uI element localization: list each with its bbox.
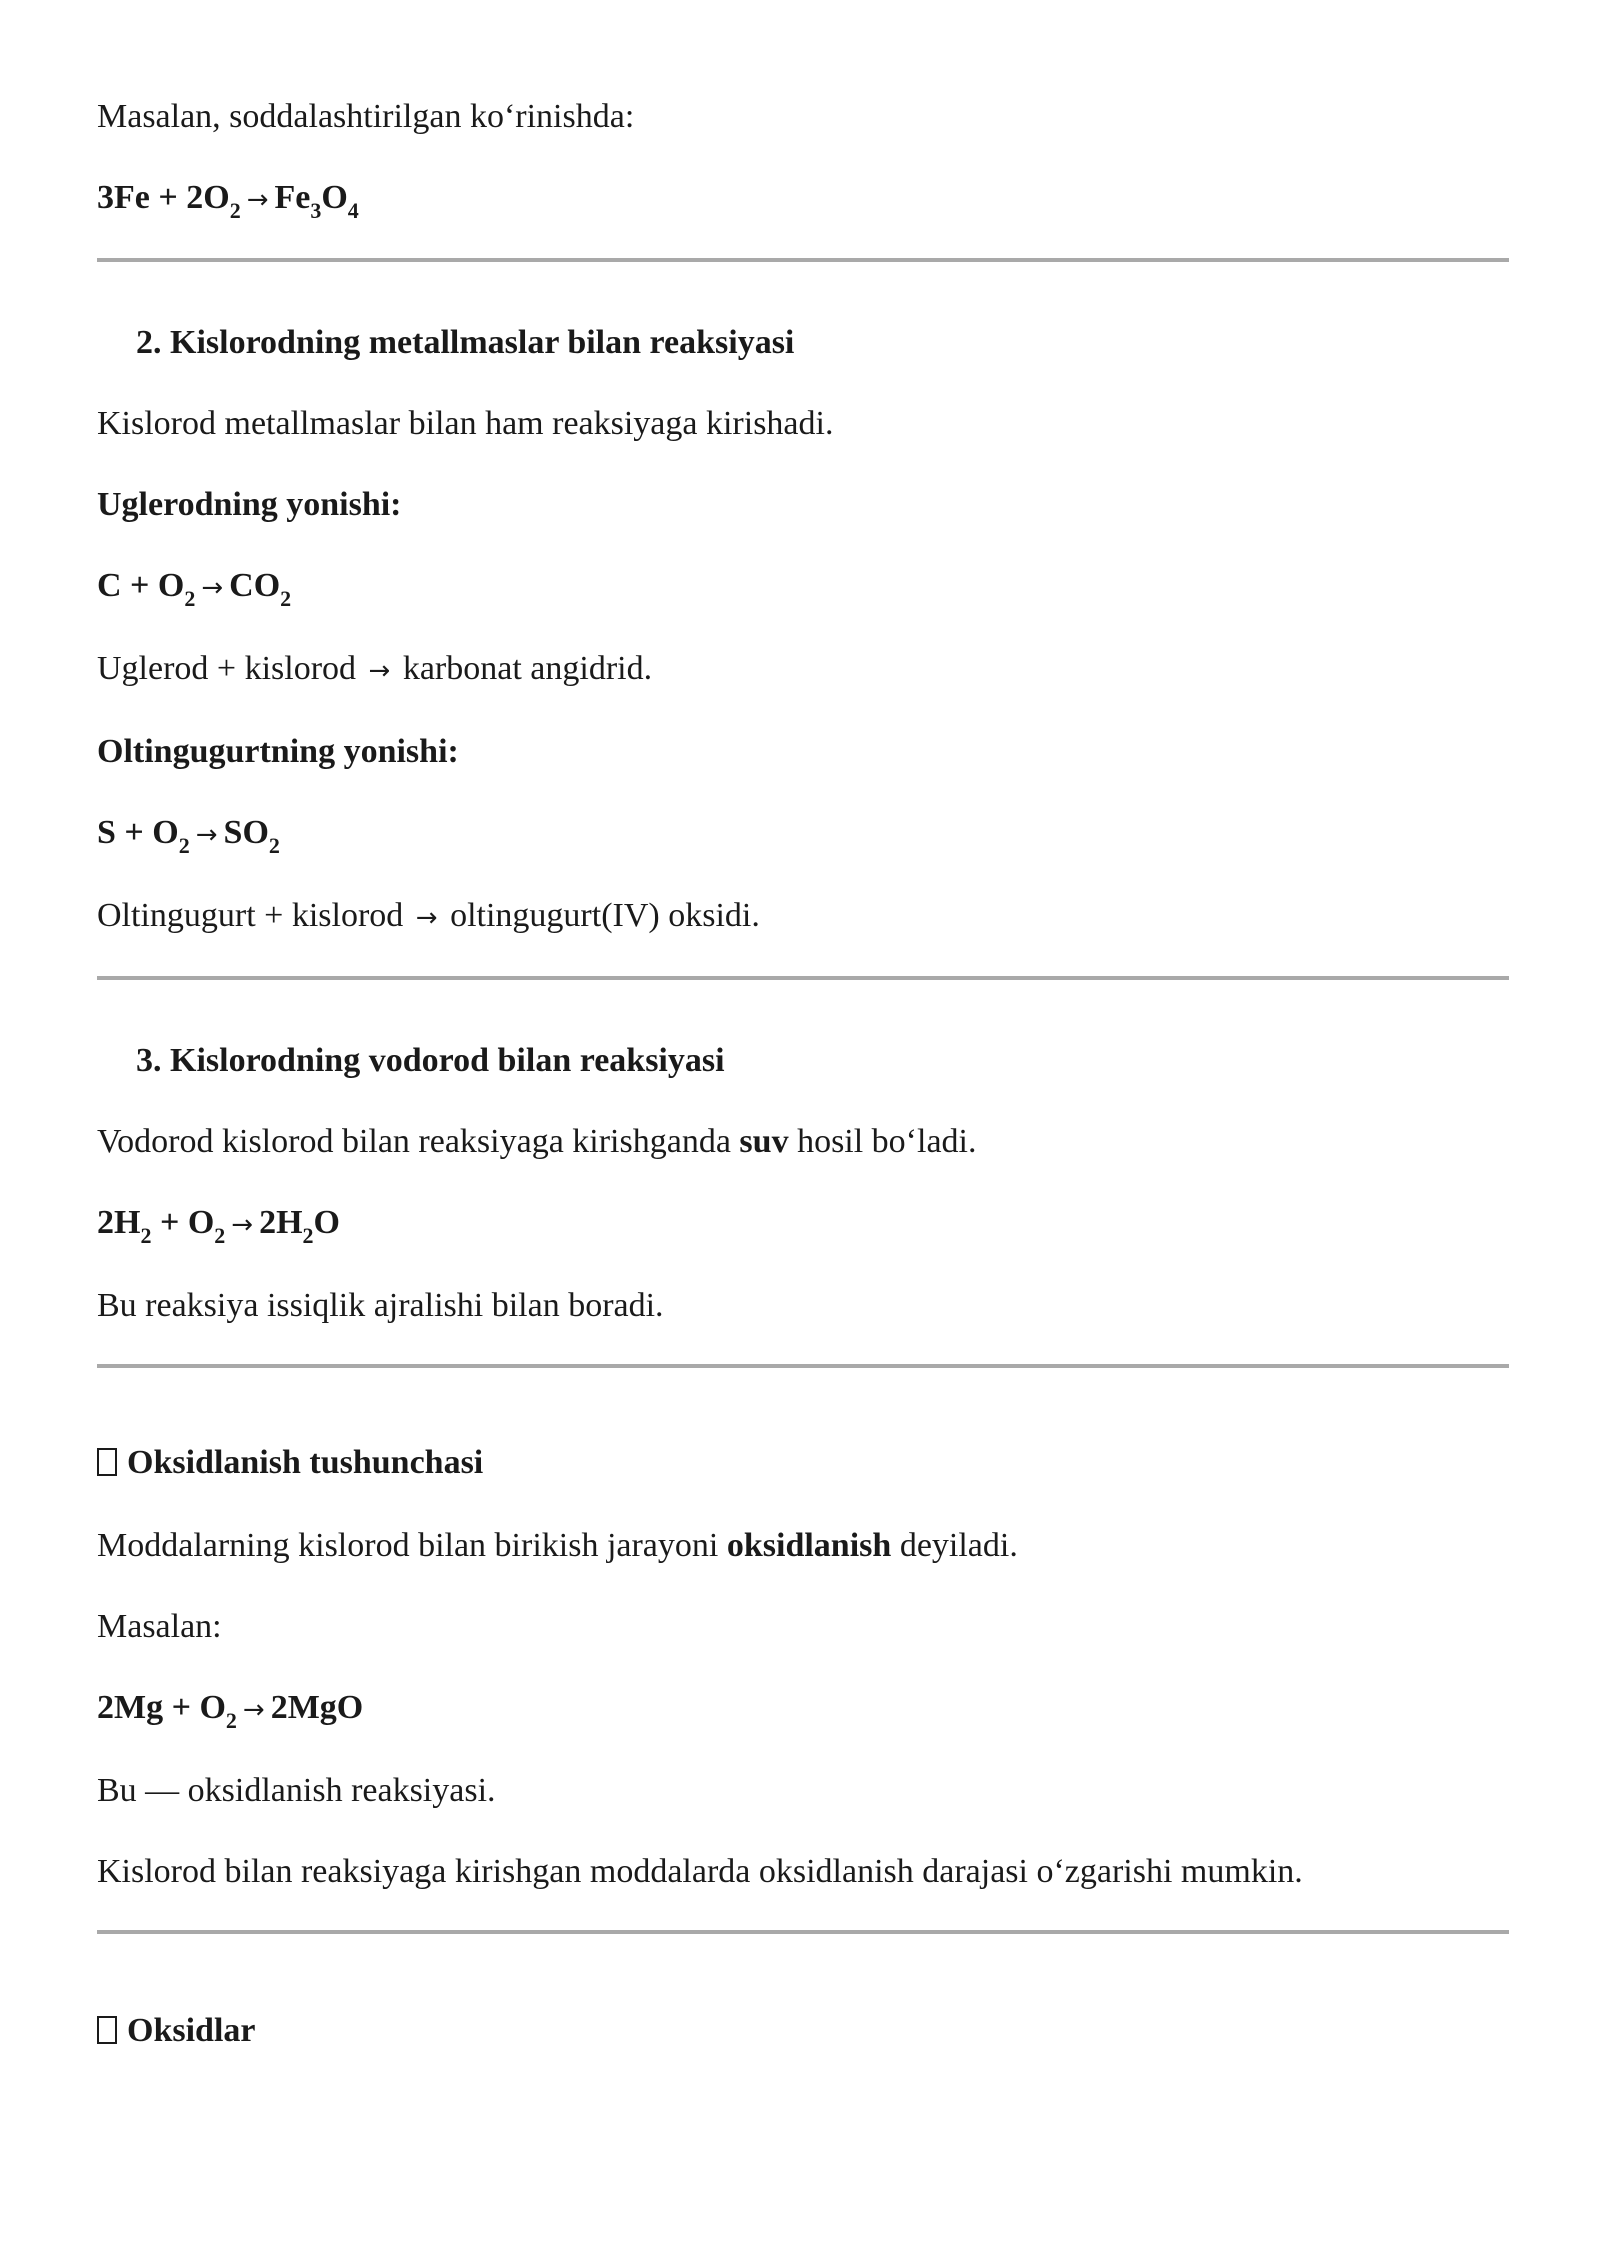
sulfur-eq-a: S + O <box>97 814 179 851</box>
arrow-icon: → <box>242 1695 265 1725</box>
section-4-note-1: Bu — oksidlanish reaksiyasi. <box>97 1772 496 1809</box>
arrow-icon: → <box>201 573 224 603</box>
section-3-note: Bu reaksiya issiqlik ajralishi bilan boradi. <box>97 1287 664 1324</box>
carbon-heading: Uglerodning yonishi: <box>97 486 402 523</box>
carbon-eq-b: CO <box>229 567 281 604</box>
section-3-intro-a: Vodorod kislorod bilan reaksiyaga kirishganda <box>97 1123 731 1160</box>
sulfur-desc-b: oltingugurt(IV) oksidi. <box>450 897 760 934</box>
section-2-title: 2. Kislorodning metallmaslar bilan reaksiyasi <box>136 324 795 361</box>
mg-eq-b: 2MgO <box>270 1689 364 1726</box>
arrow-icon: → <box>415 903 438 933</box>
section-4-intro-bold: oksidlanish <box>726 1527 892 1564</box>
carbon-eq-a-sub: 2 <box>184 585 196 611</box>
section-3-intro-b: hosil bo‘ladi. <box>797 1123 977 1160</box>
section-4-example-label: Masalan: <box>97 1608 222 1645</box>
carbon-eq-a: C + O <box>97 567 185 604</box>
sulfur-description <box>97 895 1509 939</box>
water-eq-a-sub: 2 <box>140 1222 152 1248</box>
intro-text: Masalan, soddalashtirilgan ko‘rinishda: <box>97 98 635 135</box>
section-5-title: Oksidlar <box>127 2012 256 2049</box>
sulfur-heading: Oltingugurtning yonishi: <box>97 733 459 770</box>
arrow-icon: → <box>231 1210 254 1240</box>
section-3-intro-bold: suv <box>739 1123 789 1160</box>
iron-eq-lhs-sub: 2 <box>229 197 241 223</box>
missing-glyph-icon <box>97 1448 117 1476</box>
document-page <box>97 96 1509 2052</box>
arrow-icon: → <box>195 820 218 850</box>
water-eq-mid: + O <box>151 1204 215 1241</box>
water-eq-mid-sub: 2 <box>214 1222 226 1248</box>
iron-eq-rhs-b: O <box>321 179 348 216</box>
section-4-note-2: Kislorod bilan reaksiyaga kirishgan moddalarda oksidlanish darajasi o‘zgarishi mumkin. <box>97 1853 1303 1890</box>
sulfur-eq-b: SO <box>223 814 269 851</box>
section-4-intro-a: Moddalarning kislorod bilan birikish jarayoni <box>97 1527 719 1564</box>
section-5-title-row <box>97 2010 1509 2052</box>
sulfur-eq-b-sub: 2 <box>268 832 280 858</box>
water-eq-a: 2H <box>97 1204 141 1241</box>
section-4-title-row <box>97 1442 1509 1484</box>
iron-equation <box>97 177 1509 221</box>
mg-eq-a-sub: 2 <box>225 1707 237 1733</box>
section-4-intro <box>97 1525 1509 1567</box>
carbon-eq-b-sub: 2 <box>280 585 292 611</box>
sulfur-desc-a: Oltingugurt + kislorod <box>97 897 404 934</box>
sulfur-eq-a-sub: 2 <box>178 832 190 858</box>
iron-eq-rhs-sub1: 3 <box>310 197 322 223</box>
section-3-intro <box>97 1121 1509 1163</box>
section-4-intro-b: deyiladi. <box>899 1527 1018 1564</box>
iron-eq-rhs-a: Fe <box>274 179 311 216</box>
section-2-intro: Kislorod metallmaslar bilan ham reaksiyaga kirishadi. <box>97 405 834 442</box>
carbon-equation <box>97 565 1509 609</box>
magnesium-equation <box>97 1687 1509 1731</box>
section-4-title: Oksidlanish tushunchasi <box>127 1444 484 1481</box>
iron-eq-lhs: 3Fe + 2O <box>97 179 230 216</box>
missing-glyph-icon <box>97 2016 117 2044</box>
carbon-description <box>97 648 1509 692</box>
arrow-icon: → <box>368 656 391 686</box>
mg-eq-a: 2Mg + O <box>97 1689 226 1726</box>
water-eq-c: O <box>313 1204 340 1241</box>
water-eq-b-sub: 2 <box>302 1222 314 1248</box>
section-3-title: 3. Kislorodning vodorod bilan reaksiyasi <box>136 1042 725 1079</box>
carbon-desc-a: Uglerod + kislorod <box>97 650 357 687</box>
water-eq-b: 2H <box>259 1204 303 1241</box>
water-equation <box>97 1202 1509 1246</box>
carbon-desc-b: karbonat angidrid. <box>402 650 653 687</box>
sulfur-equation <box>97 812 1509 856</box>
arrow-icon: → <box>246 185 269 215</box>
iron-eq-rhs-sub2: 4 <box>347 197 359 223</box>
